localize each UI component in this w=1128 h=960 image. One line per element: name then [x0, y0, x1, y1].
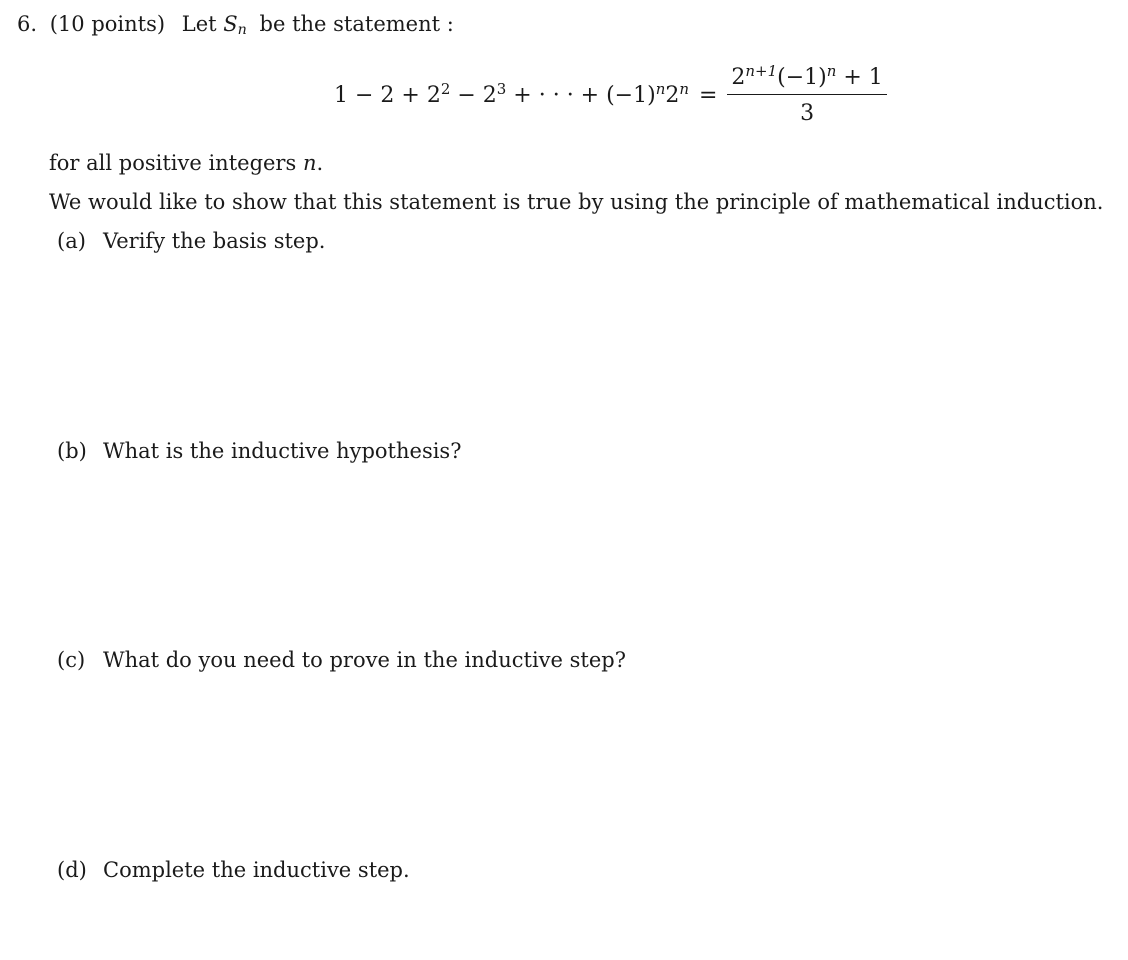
- goal-line: We would like to show that this statement is true by using the principle of mathematical induction.: [49, 190, 1104, 214]
- statement-equation: [334, 62, 887, 128]
- part-d-text: Complete the inductive step.: [103, 858, 410, 882]
- part-a-text: Verify the basis step.: [103, 229, 326, 253]
- problem-header: [17, 12, 454, 39]
- part-b: [57, 441, 461, 462]
- part-a-label: (a): [57, 229, 86, 253]
- intro-rest: be the statement :: [259, 12, 454, 36]
- equation-rhs-fraction: [727, 62, 886, 126]
- part-c: [57, 650, 626, 671]
- equals-sign: =: [698, 82, 718, 108]
- part-d: [57, 860, 410, 881]
- part-b-text: What is the inductive hypothesis?: [103, 439, 462, 463]
- part-c-label: (c): [57, 648, 86, 672]
- part-d-label: (d): [57, 858, 87, 882]
- statement-symbol: $S_n$: [223, 12, 247, 39]
- fraction-numerator: $2^{n+1}(-1)^n + 1$: [727, 65, 886, 95]
- for-all-line: for all positive integers n.: [49, 151, 324, 175]
- part-c-text: What do you need to prove in the inductive step?: [103, 648, 626, 672]
- part-b-label: (b): [57, 439, 87, 463]
- part-a: [57, 231, 325, 252]
- problem-number: 6.: [17, 12, 38, 36]
- equation-lhs: $1 - 2 + 2^2 - 2^3$ + · · · + $(-1)^n2^n$: [334, 80, 689, 108]
- intro-let: Let: [181, 12, 217, 36]
- problem-points: (10 points): [49, 12, 166, 36]
- fraction-denominator: 3: [800, 100, 815, 126]
